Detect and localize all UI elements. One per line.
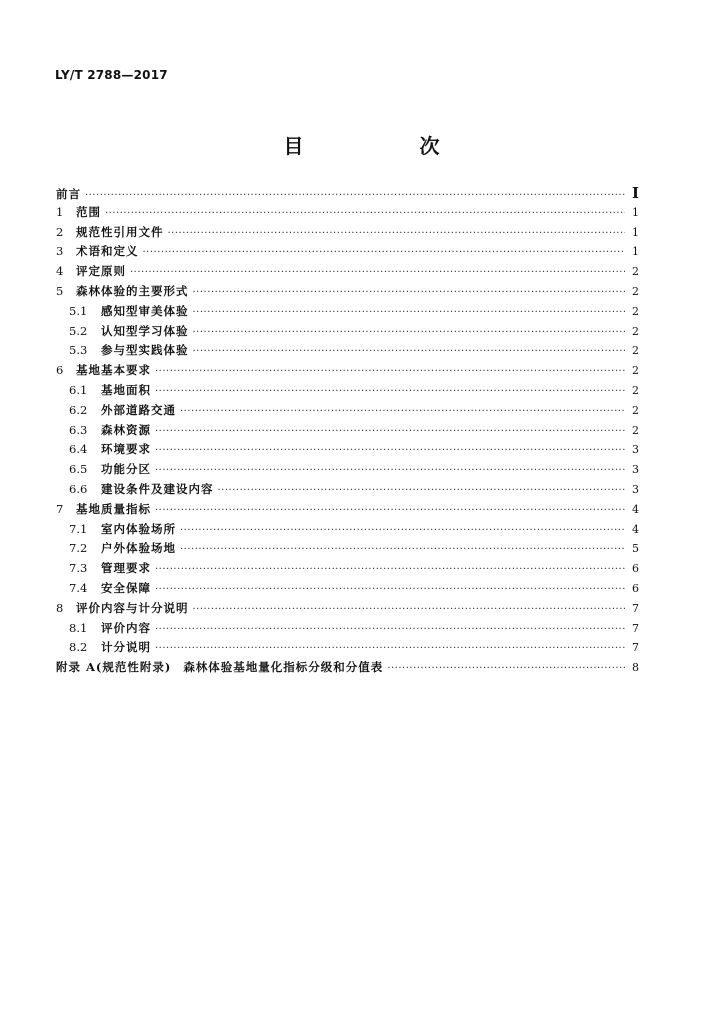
toc-entry-title: 基地面积	[101, 382, 151, 397]
toc-entry[interactable]	[56, 639, 639, 659]
dot-leader	[155, 426, 625, 437]
toc-entry[interactable]	[56, 204, 639, 224]
toc-entry-title: 环境要求	[101, 442, 151, 457]
toc-entry-page: 1	[632, 245, 639, 259]
toc-entry-title: 室内体验场所	[101, 521, 176, 536]
toc-entry[interactable]	[56, 521, 639, 541]
toc-entry-number: 7.2	[69, 541, 88, 556]
toc-entry-title: 评定原则	[76, 264, 126, 279]
toc-entry-number: 7.1	[69, 521, 88, 536]
toc-entry-number: 8.2	[69, 640, 88, 655]
toc-entry[interactable]	[56, 560, 639, 580]
toc-entry[interactable]	[56, 303, 639, 323]
dot-leader	[155, 624, 625, 635]
toc-entry-title: 参与型实践体验	[101, 343, 189, 358]
toc-entry[interactable]	[56, 580, 639, 600]
dot-leader	[155, 366, 625, 377]
dot-leader	[155, 643, 625, 654]
toc-entry-title: 森林体验的主要形式	[76, 283, 189, 298]
toc-entry[interactable]	[56, 659, 639, 679]
toc-entry-title: 附录 A(规范性附录)	[56, 660, 172, 675]
toc-entry[interactable]	[56, 243, 639, 263]
toc-entry-page: 2	[632, 284, 639, 298]
toc-entry-page: 2	[632, 344, 639, 358]
toc-entry-number: 8	[56, 600, 64, 615]
toc-entry-page: 2	[632, 304, 639, 318]
toc-entry-title: 感知型审美体验	[101, 303, 189, 318]
dot-leader	[105, 208, 625, 219]
toc-entry[interactable]	[56, 620, 639, 640]
toc-entry-number: 6	[56, 363, 64, 378]
toc-entry-page: 1	[632, 225, 639, 239]
toc-entry-number: 8.1	[69, 620, 88, 635]
toc-entry-number: 2	[56, 224, 64, 239]
dot-leader	[155, 386, 625, 397]
toc-entry-page: 8	[632, 661, 639, 675]
toc-entry[interactable]	[56, 441, 639, 461]
dot-leader	[168, 228, 626, 239]
toc-entry-page: 3	[632, 482, 639, 496]
toc-entry-title: 基地质量指标	[76, 501, 151, 516]
toc-entry-title: 计分说明	[101, 640, 151, 655]
standard-code: LY/T 2788—2017	[55, 68, 168, 82]
toc-entry-title: 规范性引用文件	[76, 224, 164, 239]
toc-entry-page: 5	[632, 542, 639, 556]
toc-entry-page: 4	[632, 502, 639, 516]
toc-entry-page: 2	[632, 383, 639, 397]
toc-entry-title: 术语和定义	[76, 244, 139, 259]
toc-entry[interactable]	[56, 342, 639, 362]
toc-entry-title: 评价内容	[101, 620, 151, 635]
toc-entry-title: 评价内容与计分说明	[76, 600, 189, 615]
toc-entry-number: 6.4	[69, 442, 88, 457]
toc-entry[interactable]	[56, 323, 639, 343]
toc-entry-title: 认知型学习体验	[101, 323, 189, 338]
toc-entry[interactable]	[56, 501, 639, 521]
dot-leader	[85, 190, 625, 201]
toc-entry-number: 6.1	[69, 382, 88, 397]
dot-leader	[130, 267, 625, 278]
dot-leader	[180, 406, 625, 417]
toc-entry[interactable]	[56, 382, 639, 402]
toc-entry-page: 2	[632, 265, 639, 279]
toc-entry-title: 建设条件及建设内容	[101, 481, 214, 496]
toc-entry[interactable]	[56, 402, 639, 422]
toc-entry[interactable]	[56, 540, 639, 560]
table-of-contents	[56, 184, 639, 679]
toc-entry-page: 2	[632, 403, 639, 417]
toc-entry-number: 7.4	[69, 580, 88, 595]
toc-entry-page: 7	[632, 621, 639, 635]
dot-leader	[155, 465, 625, 476]
toc-entry-number: 6.3	[69, 422, 88, 437]
toc-entry[interactable]	[56, 224, 639, 244]
toc-entry-page: 6	[632, 581, 639, 595]
toc-entry-page: 2	[632, 364, 639, 378]
toc-entry-number: 3	[56, 244, 64, 259]
toc-entry-page: 7	[632, 641, 639, 655]
toc-entry[interactable]	[56, 362, 639, 382]
toc-entry-page: 1	[632, 205, 639, 219]
toc-entry-number: 5.2	[69, 323, 88, 338]
dot-leader	[193, 307, 626, 318]
toc-entry-title: 范围	[76, 204, 101, 219]
toc-entry-number: 4	[56, 264, 64, 279]
toc-entry-title: 前言	[56, 187, 81, 201]
toc-entry-number: 1	[56, 204, 64, 219]
toc-entry-title: 功能分区	[101, 462, 151, 477]
toc-entry[interactable]	[56, 600, 639, 620]
dot-leader	[155, 564, 625, 575]
dot-leader	[193, 346, 626, 357]
dot-leader	[143, 247, 626, 258]
toc-entry-title: 户外体验场地	[101, 541, 176, 556]
toc-entry-page: 2	[632, 423, 639, 437]
dot-leader	[193, 287, 626, 298]
toc-entry-page: 7	[632, 601, 639, 615]
toc-entry-page: 3	[632, 463, 639, 477]
toc-entry-number: 6.6	[69, 481, 88, 496]
toc-entry-title: 基地基本要求	[76, 363, 151, 378]
toc-entry-subtitle: 森林体验基地量化指标分级和分值表	[183, 660, 384, 675]
dot-leader	[155, 445, 625, 456]
toc-entry-number: 7.3	[69, 561, 88, 576]
toc-entry[interactable]	[56, 263, 639, 283]
dot-leader	[155, 505, 625, 516]
toc-entry-number: 6.2	[69, 402, 88, 417]
toc-entry-page: 6	[632, 562, 639, 576]
toc-entry-title: 管理要求	[101, 561, 151, 576]
toc-entry[interactable]	[56, 481, 639, 501]
toc-entry[interactable]	[56, 184, 639, 204]
toc-entry-number: 5	[56, 283, 64, 298]
toc-entry-page: 3	[632, 443, 639, 457]
toc-entry-title: 森林资源	[101, 422, 151, 437]
dot-leader	[193, 604, 626, 615]
toc-entry-title: 安全保障	[101, 580, 151, 595]
toc-entry-page: 4	[632, 522, 639, 536]
toc-entry-number: 5.3	[69, 343, 88, 358]
toc-entry-page: I	[631, 184, 639, 202]
dot-leader	[218, 485, 626, 496]
dot-leader	[155, 584, 625, 595]
dot-leader	[387, 663, 625, 674]
toc-entry-title: 外部道路交通	[101, 402, 176, 417]
dot-leader	[193, 327, 626, 338]
page-title: 目 次	[283, 134, 488, 158]
toc-entry-number: 5.1	[69, 303, 88, 318]
toc-entry[interactable]	[56, 461, 639, 481]
dot-leader	[180, 525, 625, 536]
toc-entry[interactable]	[56, 283, 639, 303]
toc-entry[interactable]	[56, 422, 639, 442]
dot-leader	[180, 544, 625, 555]
toc-entry-number: 7	[56, 501, 64, 516]
toc-entry-page: 2	[632, 324, 639, 338]
toc-entry-number: 6.5	[69, 462, 88, 477]
